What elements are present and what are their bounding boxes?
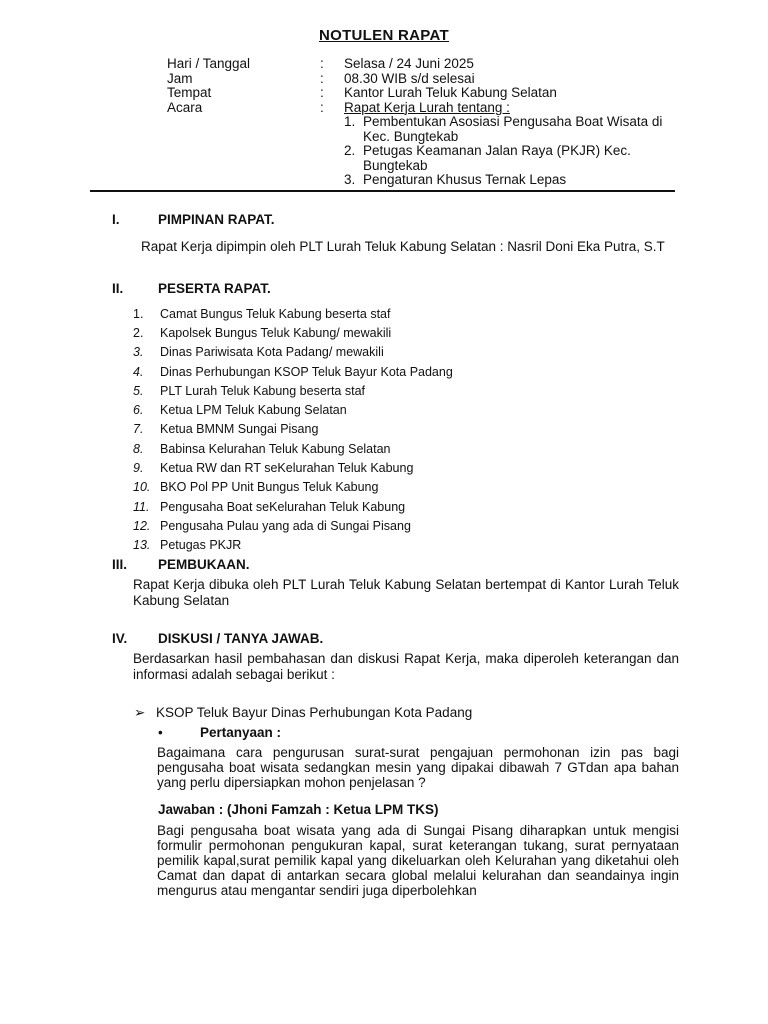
list-item [133,478,453,497]
agenda-title: Rapat Kerja Lurah tentang : [344,99,510,115]
agenda-item [344,144,684,173]
list-item [133,381,453,400]
list-number: 11. [133,499,150,514]
answer-text: Bagi pengusaha boat wisata yang ada di Sungai Pisang diharapkan untuk mengisi formulir permohonan pengukuran kapal, surat keterangan tukang, surat pernyataan pemilik kapal,surat pemilik kapal yang dikeluarkan oleh Kelurahan yang diketahui oleh Camat dan dapat di antarkan secara global melalui kelurahan dan seandainya ingin mengurus atau mengantar sendiri juga diperbolehkan [157,823,679,898]
info-label: Jam [167,70,193,86]
section-number: I. [112,212,120,227]
section-number: IV. [112,631,128,646]
list-text: Camat Bungus Teluk Kabung beserta staf [160,306,391,321]
list-text: Ketua LPM Teluk Kabung Selatan [160,403,347,418]
list-text: PLT Lurah Teluk Kabung beserta staf [160,383,365,398]
section-number: III. [112,557,128,572]
section-heading-diskusi [112,631,323,646]
topic-text: KSOP Teluk Bayur Dinas Perhubungan Kota Padang [156,705,473,720]
list-item [133,343,453,362]
list-text: Babinsa Kelurahan Teluk Kabung Selatan [160,441,391,456]
list-text: Dinas Perhubungan KSOP Teluk Bayur Kota Padang [160,364,453,379]
agenda-block [344,101,684,188]
agenda-number: 1. [344,114,356,129]
dot-bullet-icon: • [158,725,163,740]
question-text: Bagaimana cara pengurusan surat-surat pengajuan permohonan izin pas bagi pengusaha boat wisata sedangkan mesin yang dipakai dibawah 7 GTdan apa bahan yang perlu dipersiapkan mohon penjelasan ? [157,745,679,790]
list-number: 8. [133,441,144,456]
info-value: Selasa / 24 Juni 2025 [344,56,474,71]
info-row-time [167,72,684,87]
list-item [133,439,453,458]
section-text-pimpinan: Rapat Kerja dipimpin oleh PLT Lurah Teluk Kabung Selatan : Nasril Doni Eka Putra, S.T [141,239,665,254]
list-item [133,516,453,535]
discussion-topic [134,705,472,721]
info-colon: : [320,56,324,71]
participant-list [133,304,453,555]
question-heading [158,725,281,740]
section-title: PESERTA RAPAT. [158,281,271,296]
section-title: PEMBUKAAN. [158,557,250,572]
list-text: BKO Pol PP Unit Bungus Teluk Kabung [160,480,379,495]
list-number: 13. [133,538,151,553]
list-text: Pengusaha Boat seKelurahan Teluk Kabung [160,499,406,514]
list-text: Petugas PKJR [160,538,242,553]
section-text-diskusi: Berdasarkan hasil pembahasan dan diskusi Rapat Kerja, maka diperoleh keterangan dan informasi adalah sebagai berikut : [133,651,679,682]
info-row-date [167,57,684,72]
list-number: 1. [133,306,144,321]
info-colon: : [320,99,324,115]
arrow-bullet-icon: ➢ [134,705,146,720]
list-text: Kapolsek Bungus Teluk Kabung/ mewakili [160,325,392,340]
info-label: Tempat [167,85,212,100]
agenda-text: Petugas Keamanan Jalan Raya (PKJR) Kec. Bungtekab [363,143,631,173]
info-label: Acara [167,99,203,115]
list-item [133,536,453,555]
agenda-text: Pengaturan Khusus Ternak Lepas [363,172,567,187]
list-number: 12. [133,518,151,533]
section-heading-pembukaan [112,557,250,572]
section-heading-pimpinan [112,212,275,227]
list-item [133,323,453,342]
meeting-info [167,57,684,188]
list-item [133,400,453,419]
list-text: Ketua BMNM Sungai Pisang [160,422,319,437]
document-title: NOTULEN RAPAT [318,27,449,44]
info-row-place [167,86,684,101]
list-item [133,458,453,477]
list-item [133,362,453,381]
question-label: Pertanyaan : [200,725,282,740]
agenda-text: Pembentukan Asosiasi Pengusaha Boat Wisata di Kec. Bungtekab [363,114,663,144]
info-value: Kantor Lurah Teluk Kabung Selatan [344,85,557,100]
agenda-number: 3. [344,172,356,187]
section-heading-peserta [112,281,271,296]
info-label: Hari / Tanggal [167,56,251,71]
list-number: 10. [133,480,151,495]
list-number: 3. [133,345,144,360]
info-row-agenda [167,101,684,188]
section-title: PIMPINAN RAPAT. [158,212,275,227]
agenda-item [344,115,684,144]
list-number: 9. [133,461,144,476]
agenda-number: 2. [344,143,356,158]
section-title: DISKUSI / TANYA JAWAB. [158,631,324,646]
answer-label: Jawaban : (Jhoni Famzah : Ketua LPM TKS) [158,802,439,817]
header-divider [90,190,675,192]
list-item [133,304,453,323]
info-value: 08.30 WIB s/d selesai [344,70,475,86]
list-text: Pengusaha Pulau yang ada di Sungai Pisang [160,518,411,533]
list-item [133,497,453,516]
agenda-list [344,115,684,188]
list-number: 5. [133,383,144,398]
list-item [133,420,453,439]
agenda-item [344,173,684,188]
list-number: 7. [133,422,144,437]
list-number: 2. [133,325,144,340]
list-number: 6. [133,403,144,418]
section-number: II. [112,281,124,296]
info-colon: : [320,85,324,100]
section-text-pembukaan: Rapat Kerja dibuka oleh PLT Lurah Teluk Kabung Selatan bertempat di Kantor Lurah Teluk Kabung Selatan [133,577,679,608]
info-colon: : [320,70,324,86]
list-text: Dinas Pariwisata Kota Padang/ mewakili [160,345,384,360]
list-number: 4. [133,364,144,379]
list-text: Ketua RW dan RT seKelurahan Teluk Kabung [160,461,414,476]
